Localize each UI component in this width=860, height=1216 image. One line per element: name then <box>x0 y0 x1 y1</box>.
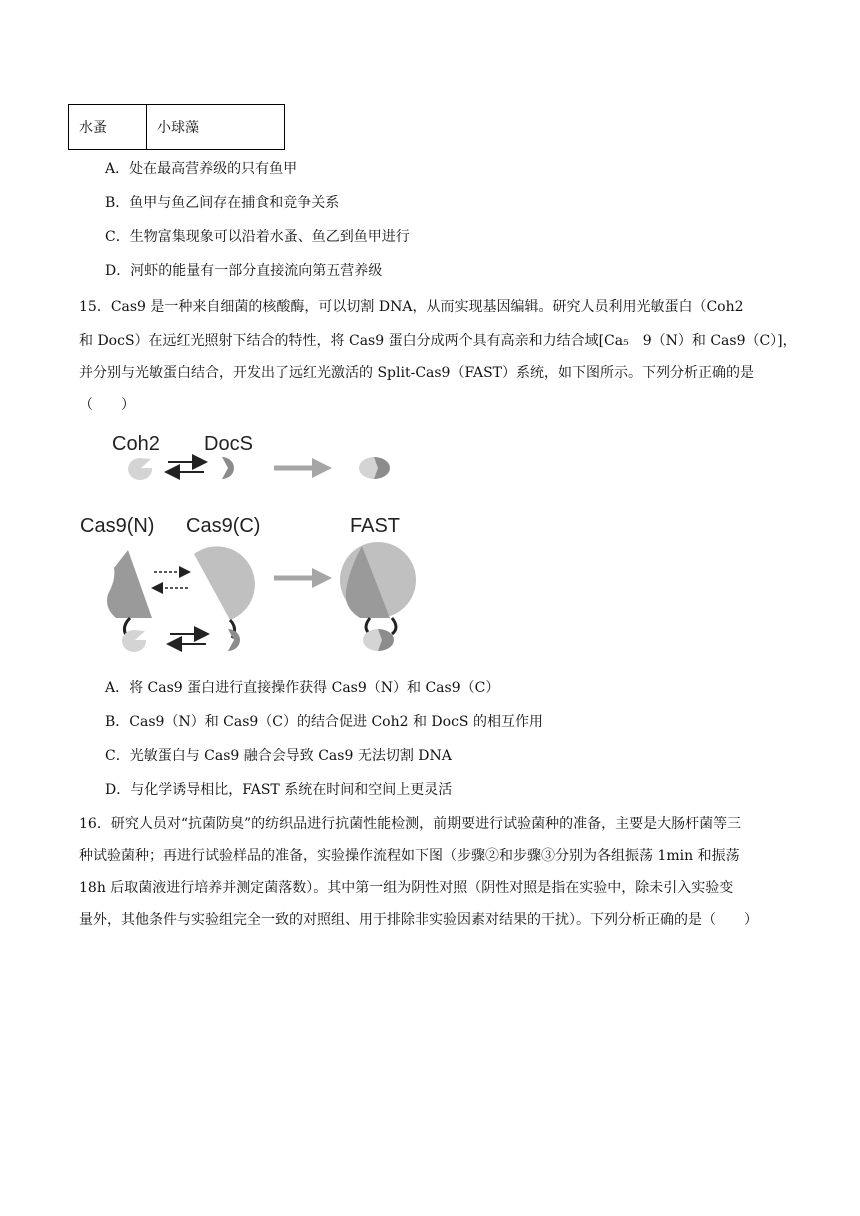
q14-option-a: A．处在最高营养级的只有鱼甲 <box>105 161 298 177</box>
food-web-table <box>68 104 285 150</box>
table-row <box>69 105 285 150</box>
q15-option-b: B．Cas9（N）和 Cas9（C）的结合促进 Coh2 和 DocS 的相互作用 <box>105 714 543 730</box>
q15-stem-line: 并分别与光敏蛋白结合，开发出了远红光激活的 Split-Cas9（FAST）系统，如下图所示。下列分析正确的是 <box>79 365 754 381</box>
q14-option-c: C．生物富集现象可以沿着水蚤、鱼乙到鱼甲进行 <box>105 229 410 245</box>
q15-stem-line: （ ） <box>79 397 135 413</box>
cas9n-shape <box>107 550 152 618</box>
fast-label: FAST <box>350 515 401 537</box>
q16-stem-line: 量外，其他条件与实验组完全一致的对照组、用于排除非实验因素对结果的干扰）。下列分析正确的是（ ） <box>79 912 758 928</box>
cas9c-label: Cas9(C) <box>186 515 261 537</box>
q14-option-b: B．鱼甲与鱼乙间存在捕食和竞争关系 <box>105 195 340 211</box>
cas9c-shape <box>194 546 255 620</box>
q14-option-d: D．河虾的能量有一部分直接流向第五营养级 <box>105 263 383 279</box>
q16-stem-line: 种试验菌种；再进行试验样品的准备，实验操作流程如下图（步骤②和步骤③分别为各组振荡 1min 和振荡 <box>79 848 740 864</box>
coh2-shape <box>122 630 146 652</box>
q15-option-d: D．与化学诱导相比，FAST 系统在时间和空间上更灵活 <box>105 782 453 798</box>
q15-stem-line: 15．Cas9 是一种来自细菌的核酸酶，可以切割 DNA，从而实现基因编辑。研究人员利用光敏蛋白（Coh2 <box>79 299 744 315</box>
coh2-label: Coh2 <box>112 433 160 455</box>
cas9n-label: Cas9(N) <box>80 515 155 537</box>
linker <box>392 618 396 634</box>
q15-option-c: C．光敏蛋白与 Cas9 融合会导致 Cas9 无法切割 DNA <box>105 748 452 764</box>
table-cell: 小球藻 <box>147 105 285 150</box>
docs-shape <box>228 629 240 651</box>
coh2-shape <box>128 458 152 480</box>
q15-option-a: A．将 Cas9 蛋白进行直接操作获得 Cas9（N）和 Cas9（C） <box>105 680 500 696</box>
table-cell: 水蚤 <box>69 105 147 150</box>
q15-stem-line: 和 DocS）在远红光照射下结合的特性，将 Cas9 蛋白分成两个具有高亲和力结合域[Ca₅ 9（N）和 Cas9（C）]， <box>79 333 797 349</box>
q16-stem-line: 18h 后取菌液进行培养并测定菌落数）。其中第一组为阴性对照（阴性对照是指在实验中，除未引入实验变 <box>79 880 734 896</box>
q16-stem-line: 16．研究人员对“抗菌防臭”的纺织品进行抗菌性能检测，前期要进行试验菌种的准备，主要是大肠杆菌等三 <box>79 816 742 832</box>
split-cas9-diagram <box>78 422 438 662</box>
docs-shape <box>222 457 234 479</box>
docs-label: DocS <box>204 433 253 455</box>
